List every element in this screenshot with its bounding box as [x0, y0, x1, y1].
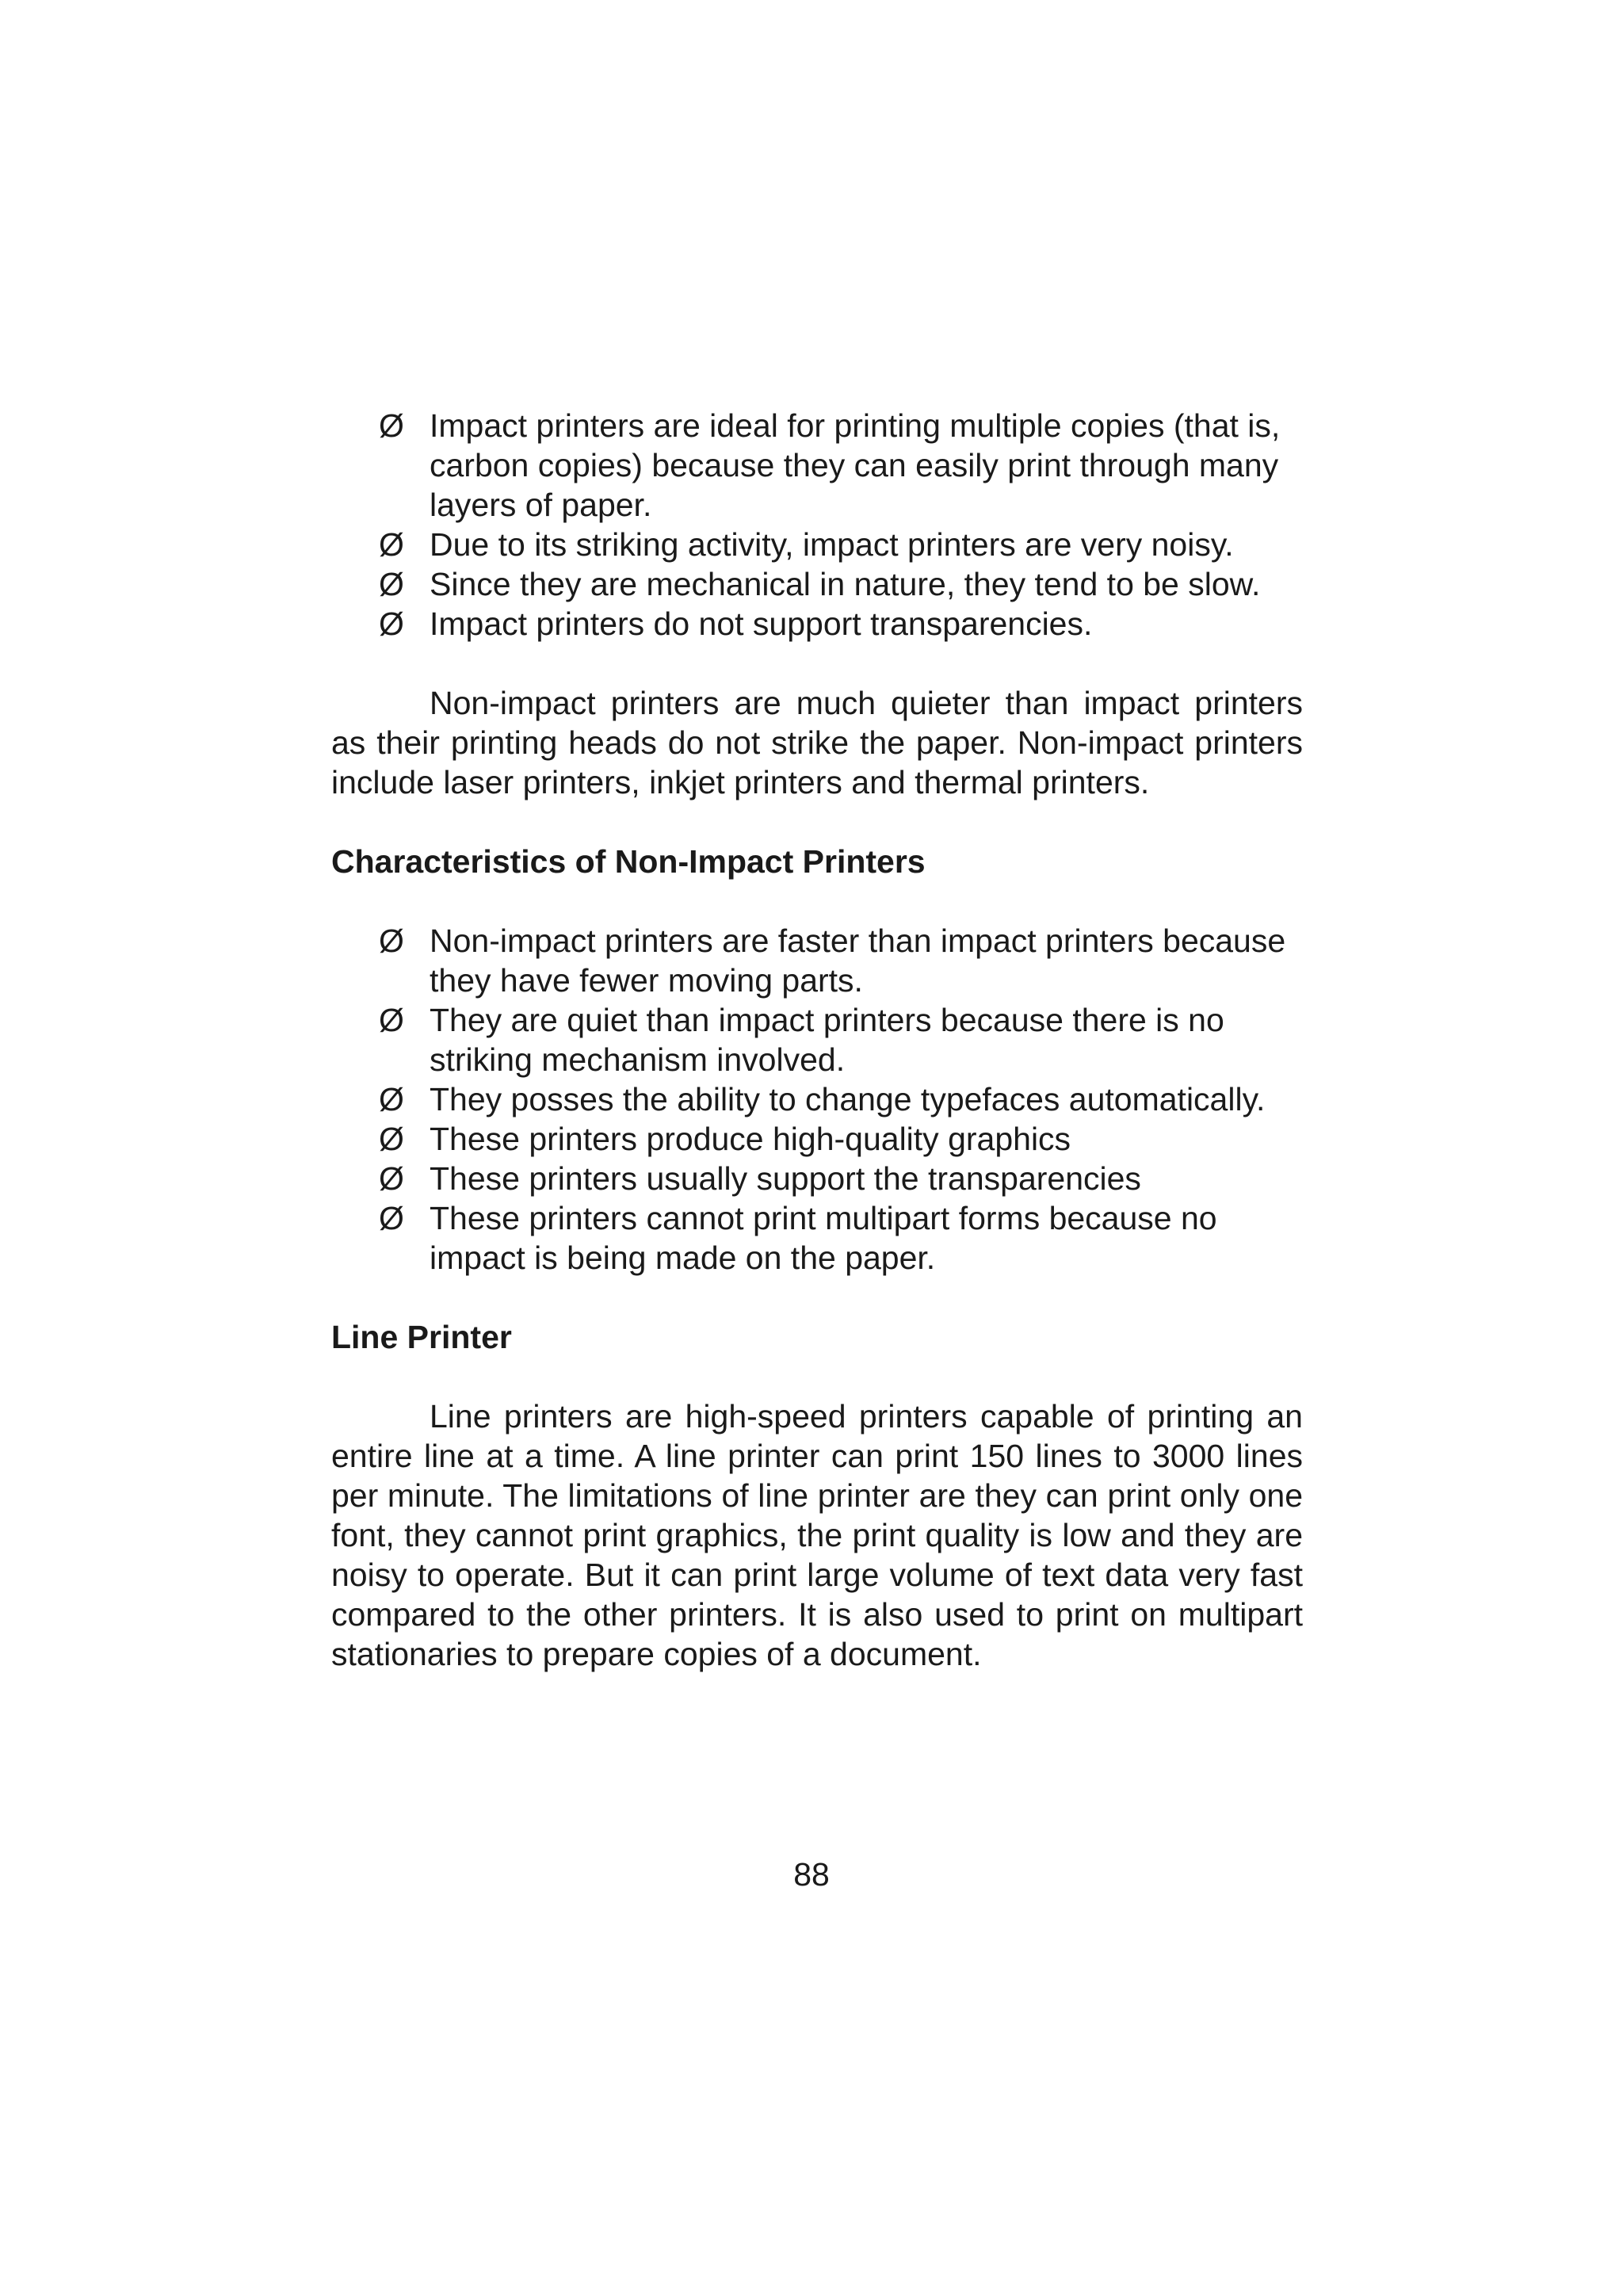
bullet-symbol: Ø	[379, 1160, 404, 1197]
bullet-symbol: Ø	[379, 1200, 404, 1236]
list-item-text: Impact printers are ideal for printing multiple copies (that is, carbon copies) because they can easily print through many layers of paper.	[430, 407, 1281, 523]
line-printer-heading: Line Printer	[331, 1319, 512, 1355]
list-item-text: These printers usually support the transparencies	[430, 1160, 1141, 1197]
list-item-text: They are quiet than impact printers because there is no striking mechanism involved.	[430, 1002, 1224, 1078]
non-impact-characteristics-list	[331, 921, 1303, 1278]
non-impact-intro-paragraph: Non-impact printers are much quieter than impact printers as their printing heads do not strike the paper. Non-impact printers include laser printers, inkjet printers and thermal printers.	[331, 685, 1303, 800]
bullet-symbol: Ø	[379, 1081, 404, 1117]
impact-characteristics-list	[331, 406, 1303, 644]
non-impact-heading: Characteristics of Non-Impact Printers	[331, 843, 926, 880]
list-item	[331, 921, 1303, 1000]
list-item	[331, 525, 1303, 564]
list-item-text: Non-impact printers are faster than impact printers because they have fewer moving parts.	[430, 923, 1286, 999]
bullet-symbol: Ø	[379, 526, 404, 563]
list-item-text: These printers produce high-quality graphics	[430, 1121, 1071, 1157]
bullet-symbol: Ø	[379, 566, 404, 602]
list-item	[331, 604, 1303, 644]
list-item-text: They posses the ability to change typefaces automatically.	[430, 1081, 1266, 1117]
list-item-text: Due to its striking activity, impact printers are very noisy.	[430, 526, 1234, 563]
list-item	[331, 406, 1303, 525]
list-item	[331, 1000, 1303, 1079]
list-item	[331, 1119, 1303, 1159]
line-printer-paragraph: Line printers are high-speed printers capable of printing an entire line at a time. A line printer can print 150 lines to 3000 lines per minute. The limitations of line printer are they can print only one font, they cannot print graphics, the print quality is low and they are noisy to operate. But it can print large volume of text data very fast compared to the other printers. It is also used to print on multipart stationaries to prepare copies of a document.	[331, 1398, 1303, 1672]
bullet-symbol: Ø	[379, 407, 404, 444]
page-content	[331, 406, 1303, 1674]
list-item	[331, 1198, 1303, 1278]
list-item-text: Since they are mechanical in nature, they tend to be slow.	[430, 566, 1261, 602]
bullet-symbol: Ø	[379, 1002, 404, 1038]
list-item	[331, 564, 1303, 604]
bullet-symbol: Ø	[379, 1121, 404, 1157]
list-item-text: Impact printers do not support transparencies.	[430, 606, 1093, 642]
bullet-symbol: Ø	[379, 606, 404, 642]
list-item	[331, 1159, 1303, 1198]
page-number: 88	[793, 1856, 830, 1893]
list-item-text: These printers cannot print multipart forms because no impact is being made on the paper.	[430, 1200, 1217, 1276]
list-item	[331, 1079, 1303, 1119]
bullet-symbol: Ø	[379, 923, 404, 959]
